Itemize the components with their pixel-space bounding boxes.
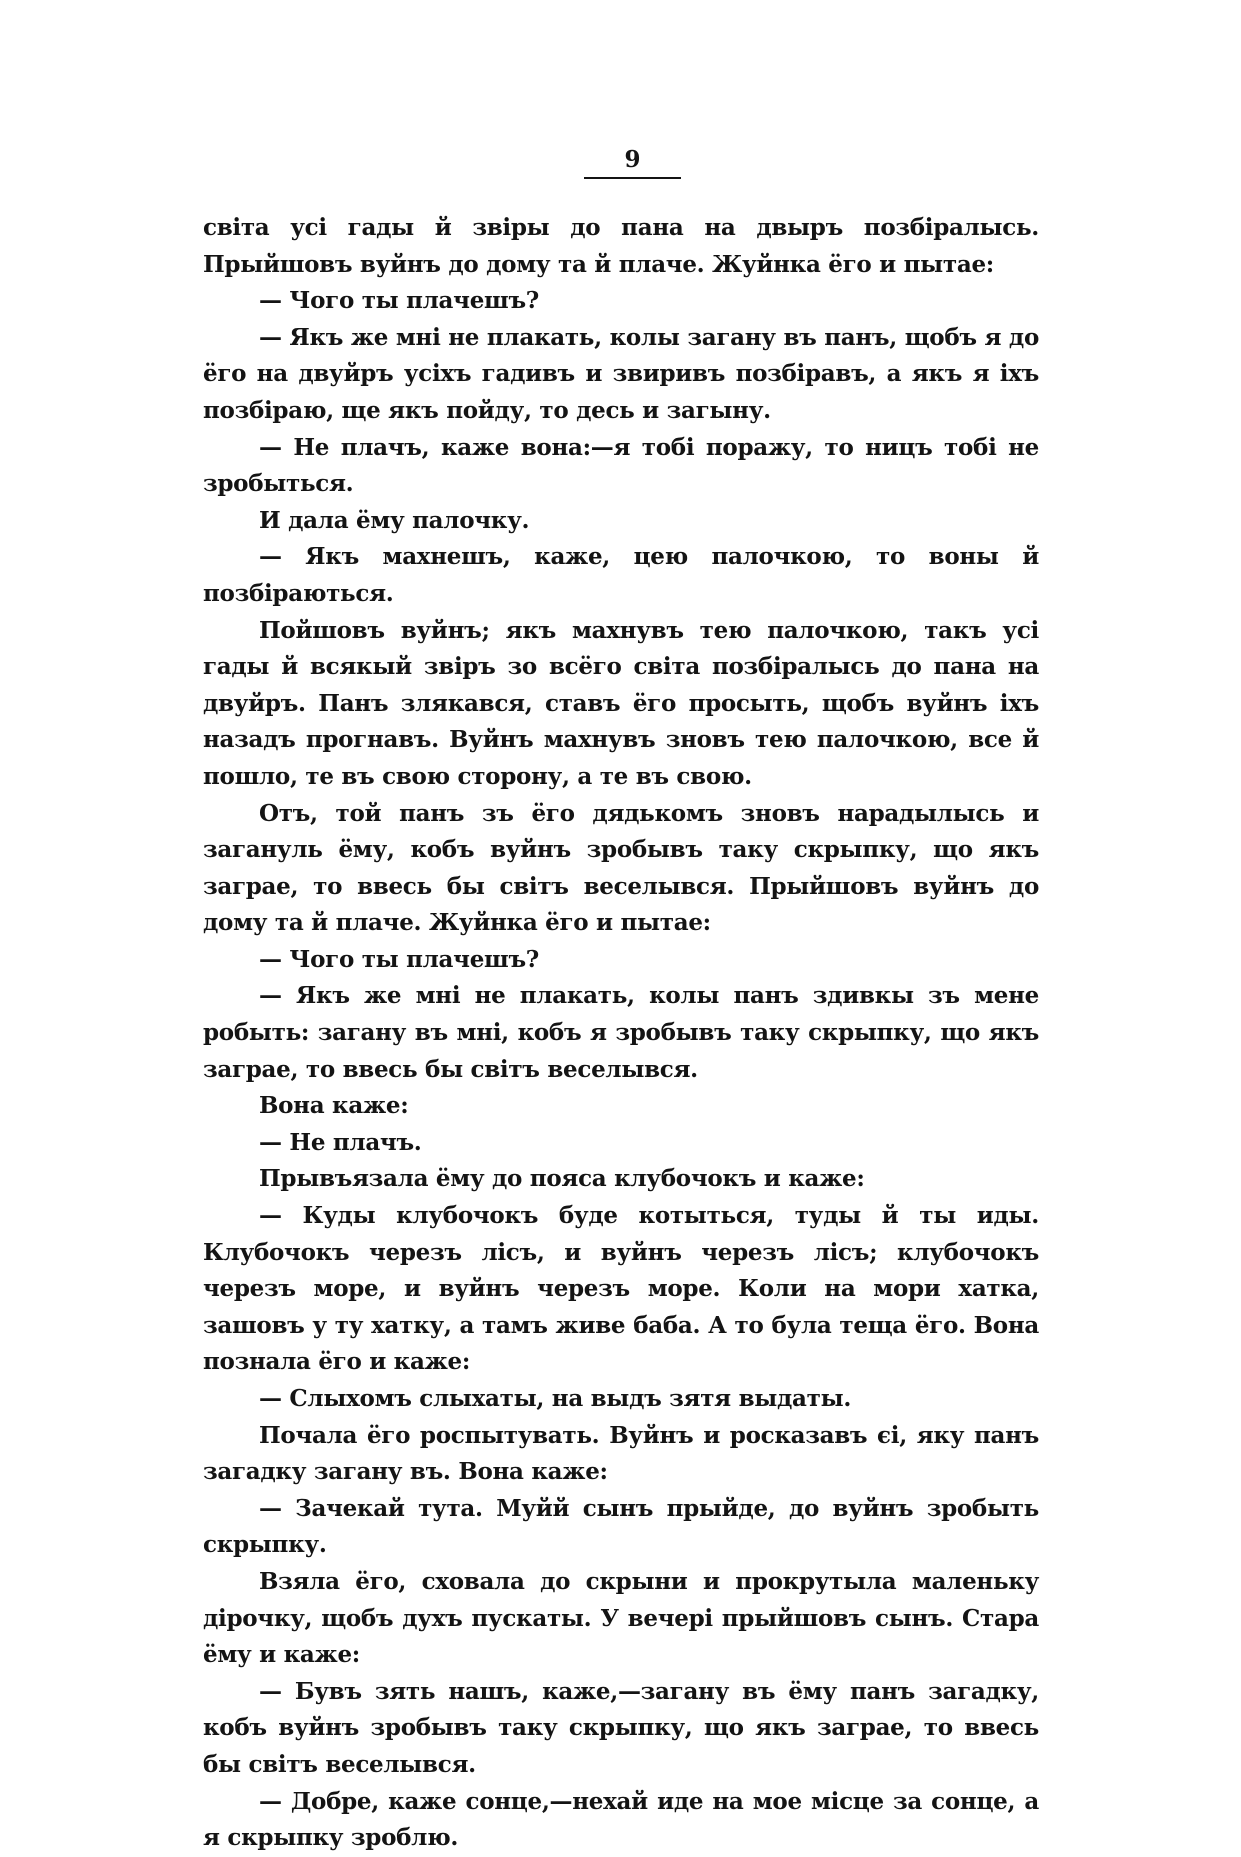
paragraph: Пойшовъ вуйнъ; якъ махнувъ тею палочкою, такъ усі гады й всякый звіръ зо всёго світа позбіралысь до пана на двуйръ. Панъ злякався, ставъ ёго просыть, щобъ вуйнъ іхъ назадъ прогнавъ. Вуйнъ махнувъ зновъ тею палочкою, все й пошло, те въ свою сторону, а те въ свою. [203, 616, 1039, 790]
paragraph: — Слыхомъ слыхаты, на выдъ зятя выдаты. [259, 1385, 852, 1412]
paragraph: — Якъ же мні не плакать, колы панъ здивкы зъ мене робыть: загану въ мні, кобъ я зробывъ таку скрыпку, що якъ заграе, то ввесь бы світъ веселывся. [203, 982, 1039, 1083]
paragraph: — Якъ махнешъ, каже, цею палочкою, то воны й позбіраються. [203, 543, 1039, 607]
text-body [203, 210, 1039, 1857]
paragraph: Отъ, той панъ зъ ёго дядькомъ зновъ нарадылысь и загануль ёму, кобъ вуйнъ зробывъ таку скрыпку, що якъ заграе, то ввесь бы світъ веселывся. Прыйшовъ вуйнъ до дому та й плаче. Жуйнка ёго и пытае: [203, 799, 1039, 937]
paragraph: И дала ёму палочку. [259, 506, 530, 534]
paragraph: — Не плачъ. [259, 1128, 422, 1156]
paragraph: — Куды клубочокъ буде котыться, туды й ты иды. Клубочокъ черезъ лісъ, и вуйнъ черезъ лісъ; клубочокъ черезъ море, и вуйнъ черезъ море. Коли на мори хатка, зашовъ у ту хатку, а тамъ живе баба. А то була теща ёго. Вона познала ёго и каже: [203, 1202, 1039, 1376]
paragraph: — Не плачъ, каже вона:—я тобі поражу, то ницъ тобі не зробыться. [203, 433, 1039, 498]
paragraph: — Добре, каже сонце,—нехай иде на мое місце за сонце, а я скрыпку зроблю. [203, 1787, 1039, 1852]
paragraph: світа усі гады й звіры до пана на двыръ позбіралысь. Прыйшовъ вуйнъ до дому та й плаче. Жуйнка ёго и пытае: [203, 214, 1039, 278]
page-number: 9 [584, 146, 680, 179]
paragraph: — Зачекай тута. Муйй сынъ прыйде, до вуйнъ зробыть скрыпку. [203, 1494, 1039, 1559]
paragraph: — Бувъ зять нашъ, каже,—загану въ ёму панъ загадку, кобъ вуйнъ зробывъ таку скрыпку, що якъ заграе, то ввесь бы світъ веселывся. [203, 1677, 1039, 1778]
paragraph: Прывъязала ёму до пояса клубочокъ и каже: [259, 1165, 865, 1193]
paragraph: Вона каже: [259, 1092, 409, 1120]
paragraph: Взяла ёго, сховала до скрыни и прокрутыла маленьку дірочку, щобъ духъ пускаты. У вечері прыйшовъ сынъ. Стара ёму и каже: [203, 1567, 1039, 1669]
paragraph: — Чого ты плачешъ? [259, 945, 539, 973]
paragraph: — Чого ты плачешъ? [259, 287, 539, 315]
page-header [0, 146, 1241, 179]
paragraph: Почала ёго роспытувать. Вуйнъ и росказавъ єі, яку панъ загадку загану въ. Вона каже: [203, 1421, 1039, 1486]
paragraph: — Якъ же мні не плакать, колы загану въ панъ, щобъ я до ёго на двуйръ усіхъ гадивъ и звиривъ позбіравъ, а якъ я іхъ позбіраю, ще якъ пойду, то десь и загыну. [203, 323, 1039, 424]
